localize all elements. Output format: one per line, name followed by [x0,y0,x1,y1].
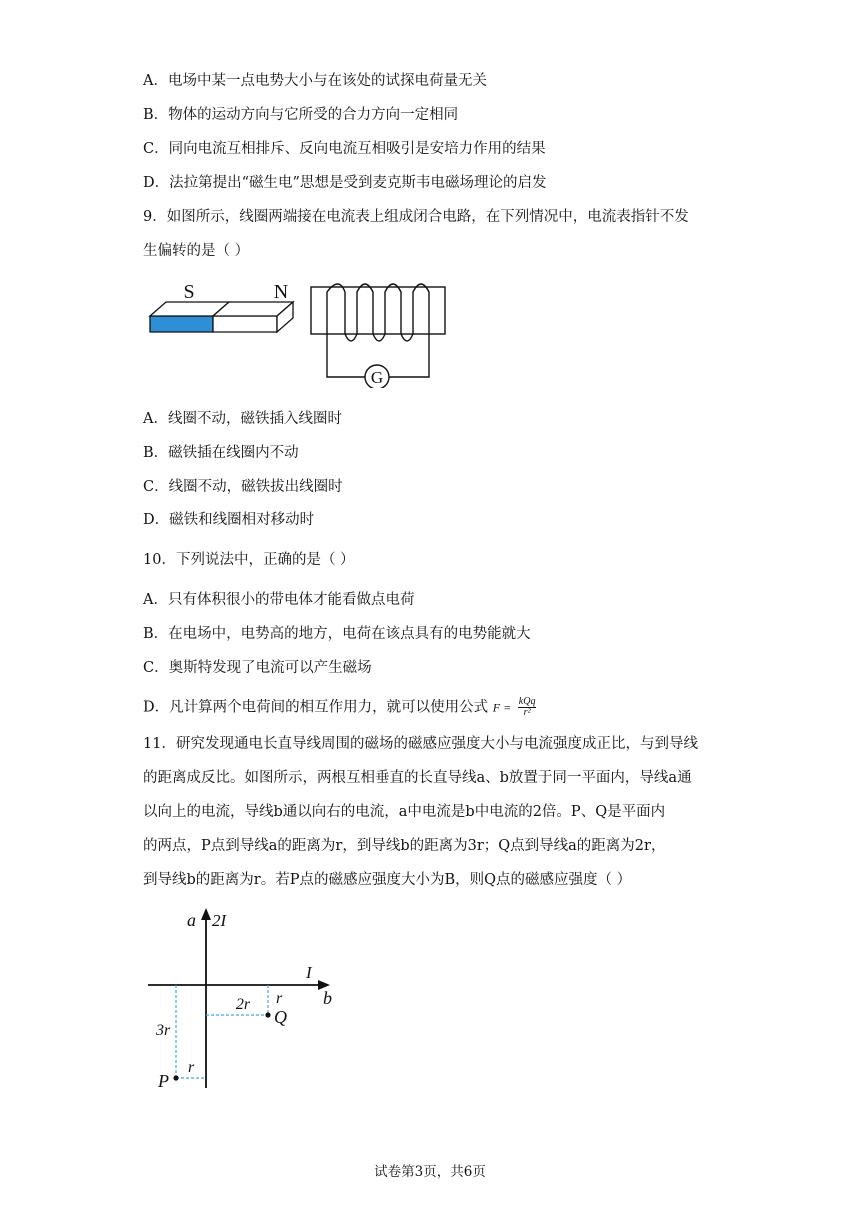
q8-option-b: B．物体的运动方向与它所受的合力方向一定相同 [143,107,459,123]
q8-option-d: D．法拉第提出“磁生电”思想是受到麦克斯韦电磁场理论的启发 [143,175,547,191]
q10-option-c: C．奥斯特发现了电流可以产生磁场 [143,660,372,676]
q9-stem-line1: 9．如图所示，线圈两端接在电流表上组成闭合电路，在下列情况中，电流表指针不发 [143,209,689,225]
q11-line3: 以向上的电流，导线b通以向右的电流，a中电流是b中电流的2倍。P、Q是平面内 [143,804,666,820]
q9-option-a: A．线圈不动，磁铁插入线圈时 [143,411,342,427]
q9-option-c: C．线圈不动，磁铁拔出线圈时 [143,479,343,495]
formula-denominator: r² [523,707,531,718]
p-distance-3r: 3r [156,1022,171,1039]
wire-a-current: 2I [212,911,227,930]
wire-a-arrow-icon [201,908,211,920]
point-q-label: Q [274,1007,287,1027]
point-p-label: P [158,1071,169,1091]
q11-line1: 11．研究发现通电长直导线周围的磁场的磁感应强度大小与电流强度成正比，与到导线 [143,736,698,752]
formula-numerator: kQq [518,696,536,707]
q8-option-c: C．同向电流互相排斥、反向电流互相吸引是安培力作用的结果 [143,141,546,157]
point-q [265,1012,270,1017]
q11-line2: 的距离成反比。如图所示，两根互相垂直的长直导线a、b放置于同一平面内，导线a通 [143,770,692,786]
coulomb-formula [518,697,537,718]
q11-line4: 的两点，P点到导线a的距离为r，到导线b的距离为3r；Q点到导线a的距离为2r， [143,838,666,854]
magnet-s-label: S [183,281,195,303]
page-footer: 试卷第3页，共6页 [374,1164,486,1180]
coil-lead-left [327,334,365,377]
q-distance-2r: 2r [235,996,251,1013]
q10-option-b: B．在电场中，电势高的地方，电荷在该点具有的电势能就大 [143,626,531,642]
q11-wires-figure [140,904,340,1094]
galvanometer-label: G [370,368,384,387]
magnet-n-label: N [273,281,289,303]
q10-stem: 10．下列说法中，正确的是（ ） [143,552,355,568]
q-distance-r: r [276,990,283,1007]
q9-option-d: D．磁铁和线圈相对移动时 [143,512,315,528]
q9-option-b: B．磁铁插在线圈内不动 [143,445,299,461]
coil-windings [327,284,429,341]
wire-a-label: a [187,910,196,930]
q10-option-d-text: D．凡计算两个电荷间的相互作用力，就可以使用公式 [143,699,489,716]
formula-lhs: F = [492,700,512,715]
q11-line5: 到导线b的距离为r。若P点的磁感应强度大小为B，则Q点的磁感应强度（ ） [143,872,632,888]
magnet-s-end [150,316,213,332]
point-p [173,1075,178,1080]
q10-option-d [143,697,536,718]
wire-b-current: I [306,963,312,982]
q8-option-a: A．电场中某一点电势大小与在该处的试探电荷量无关 [143,73,487,89]
coil-frame [311,287,445,334]
wire-b-label: b [323,988,332,1008]
q9-stem-line2: 生偏转的是（ ） [143,243,250,259]
p-distance-r: r [188,1059,195,1076]
q10-option-a: A．只有体积很小的带电体才能看做点电荷 [143,592,415,608]
magnet-n-end [213,316,277,332]
q9-magnet-coil-figure [145,278,455,388]
